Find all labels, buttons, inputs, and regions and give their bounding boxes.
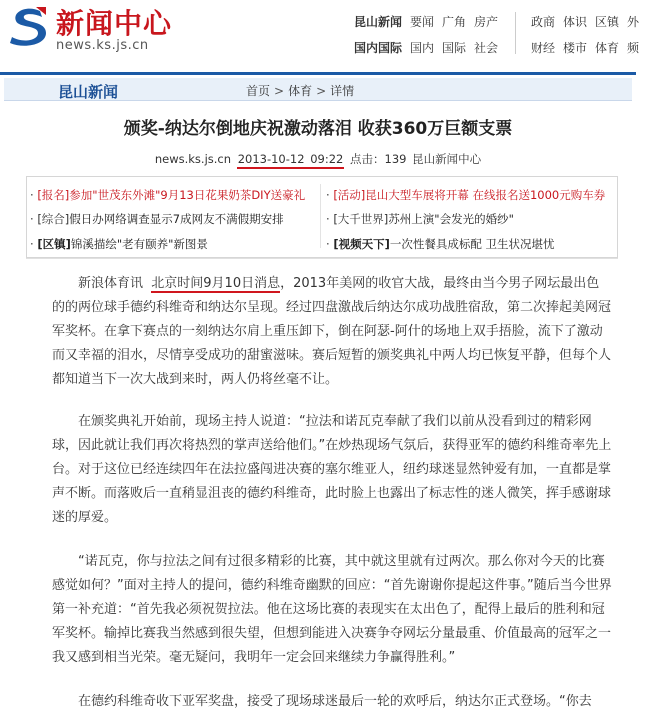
promo-link[interactable] bbox=[30, 187, 305, 203]
bullet-icon: · bbox=[30, 188, 38, 202]
breadcrumb-separator: > bbox=[316, 84, 327, 98]
logo-s-icon[interactable] bbox=[6, 3, 50, 47]
article-paragraph-2: 在颁奖典礼开始前，现场主持人说道：“拉法和诺瓦克奉献了我们以前从没看到过的精彩网球，因此就让我们再次将热烈的掌声送给他们。”在炒热现场气氛后，获得亚军的德约科维奇率先上台。对于这位已经连续四年在法拉盛闯进决赛的塞尔维亚人，纽约球迷显然钟爱有加，一直都是掌声不断。而落败后一直稍显沮丧的德约科维奇，此时脸上也露出了标志性的迷人微笑，挥手感谢球迷的厚爱。 bbox=[52, 414, 612, 525]
nav-link[interactable]: 国内 bbox=[410, 41, 435, 55]
article-paragraph-4: 在德约科维奇收下亚军奖盘，接受了现场球迷最后一轮的欢呼后，纳达尔正式登场。“你去 bbox=[78, 694, 592, 709]
header-divider bbox=[0, 72, 636, 75]
bullet-icon: · bbox=[30, 237, 38, 251]
click-count: 点击：139 bbox=[350, 152, 407, 166]
promo-tag: [综合] bbox=[37, 212, 70, 226]
breadcrumb-separator: > bbox=[274, 84, 285, 98]
promo-tag: [大千世界] bbox=[333, 212, 389, 226]
nav-link[interactable]: 社会 bbox=[474, 41, 499, 55]
p1-lead: 新浪体育讯 bbox=[78, 276, 144, 291]
promo-tag: [视频天下] bbox=[333, 237, 390, 251]
nav-link[interactable]: 政商 bbox=[531, 15, 556, 29]
promo-bottom-line bbox=[26, 258, 618, 259]
promo-tag: [活动] bbox=[333, 188, 366, 202]
nav-link[interactable]: 广角 bbox=[442, 15, 467, 29]
nav-link[interactable]: 国际 bbox=[442, 41, 467, 55]
bullet-icon: · bbox=[30, 212, 38, 226]
bullet-icon: · bbox=[326, 237, 334, 251]
nav-divider bbox=[515, 12, 516, 54]
nav-link[interactable]: 房产 bbox=[474, 15, 499, 29]
nav-link[interactable]: 昆山新闻 bbox=[354, 15, 403, 29]
promo-text: 参加"世茂东外滩"9月13日花果奶茶DIY送豪礼 bbox=[69, 188, 306, 202]
article-paragraph-3: “诺瓦克，你与拉法之间有过很多精彩的比赛，其中就这里就有过两次。那么你对今天的比赛感觉如何？”面对主持人的提问，德约科维奇幽默的回应：“首先谢谢你提起这件事。”随后当今世界第一补充道：“首先我必须祝贺拉法。他在这场比赛的表现实在太出色了，配得上最后的胜利和冠军奖杯。输掉比赛我当然感到很失望，但想到能进入决赛争夺网坛分量最重、价值最高的冠军之一我又感到相当光荣。毫无疑问，我明年一定会回来继续力争赢得胜利。” bbox=[52, 554, 612, 665]
nav-link[interactable]: 外 bbox=[627, 15, 640, 29]
nav-link[interactable]: 区镇 bbox=[595, 15, 620, 29]
nav-link[interactable]: 体识 bbox=[563, 15, 588, 29]
promo-link[interactable] bbox=[30, 211, 284, 227]
logo-url: news.ks.js.cn bbox=[56, 38, 149, 53]
breadcrumb-detail: 详情 bbox=[330, 84, 355, 98]
article-meta bbox=[0, 151, 636, 167]
promo-text: 一次性餐具成标配 卫生状况堪忧 bbox=[389, 237, 555, 251]
breadcrumb-sports[interactable]: 体育 bbox=[288, 84, 313, 98]
promo-text: 假日办网络调查显示7成网友不满假期安排 bbox=[69, 212, 284, 226]
promo-text: 昆山大型车展将开幕 在线报名送1000元购车券 bbox=[365, 188, 606, 202]
nav-row-2-left bbox=[354, 39, 506, 56]
publish-datetime bbox=[237, 152, 345, 169]
article-title: 颁奖-纳达尔倒地庆祝激动落泪 收获360万巨额支票 bbox=[123, 119, 513, 139]
p1-text: ，2013年美网的收官大战，最终由当今男子网坛最出色的的两位球手德约科维奇和纳达尔呈现。经过四盘激战后纳达尔成功战胜宿敌，第二次捧起美网冠军奖杯。在拿下赛点的一刻纳达尔肩上重压卸下，倒在阿瑟-阿什的场地上双手捂脸，流下了激动而又幸福的泪水，尽情享受成功的甜蜜滋味。赛后短暂的颁奖典礼中两人均已恢复平静，但每个人都知道当下一次大战到来时，两人仍将丝毫不让。 bbox=[52, 276, 612, 387]
nav-row-1-left bbox=[354, 13, 506, 30]
promo-divider bbox=[320, 184, 321, 248]
promo-link[interactable] bbox=[326, 236, 554, 252]
source-name: 昆山新闻中心 bbox=[412, 152, 482, 166]
nav-link[interactable]: 楼市 bbox=[563, 41, 588, 55]
nav-row-2-right bbox=[531, 39, 647, 56]
nav-row-1-right bbox=[531, 13, 647, 30]
promo-link[interactable] bbox=[326, 187, 605, 203]
p1-highlight: 北京时间9月10日消息 bbox=[151, 276, 281, 291]
promo-link[interactable] bbox=[30, 236, 208, 252]
article-paragraph-1 bbox=[52, 272, 612, 392]
promo-tag: [报名] bbox=[37, 188, 70, 202]
site-header bbox=[0, 0, 640, 72]
nav-link[interactable]: 体育 bbox=[595, 41, 620, 55]
source-site: news.ks.js.cn bbox=[154, 152, 232, 166]
nav-link[interactable]: 国内国际 bbox=[354, 41, 403, 55]
nav-link[interactable]: 要闻 bbox=[410, 15, 435, 29]
channel-title[interactable]: 昆山新闻 bbox=[58, 83, 119, 101]
publish-date: 2013-10-12 bbox=[237, 152, 305, 166]
promo-text: 苏州上演"会发光的婚纱" bbox=[388, 212, 514, 226]
bullet-icon: · bbox=[326, 188, 334, 202]
publish-time: 09:22 bbox=[310, 152, 344, 166]
promo-link[interactable] bbox=[326, 211, 514, 227]
nav-link[interactable]: 财经 bbox=[531, 41, 556, 55]
breadcrumb-home[interactable]: 首页 bbox=[246, 84, 271, 98]
promo-tag: [区镇] bbox=[37, 237, 71, 251]
promo-text: 锦溪描绘"老有颐养"新图景 bbox=[70, 237, 208, 251]
logo-title[interactable]: 新闻中心 bbox=[56, 7, 173, 40]
nav-link[interactable]: 频 bbox=[627, 41, 640, 55]
breadcrumb bbox=[246, 82, 354, 99]
bullet-icon: · bbox=[326, 212, 334, 226]
